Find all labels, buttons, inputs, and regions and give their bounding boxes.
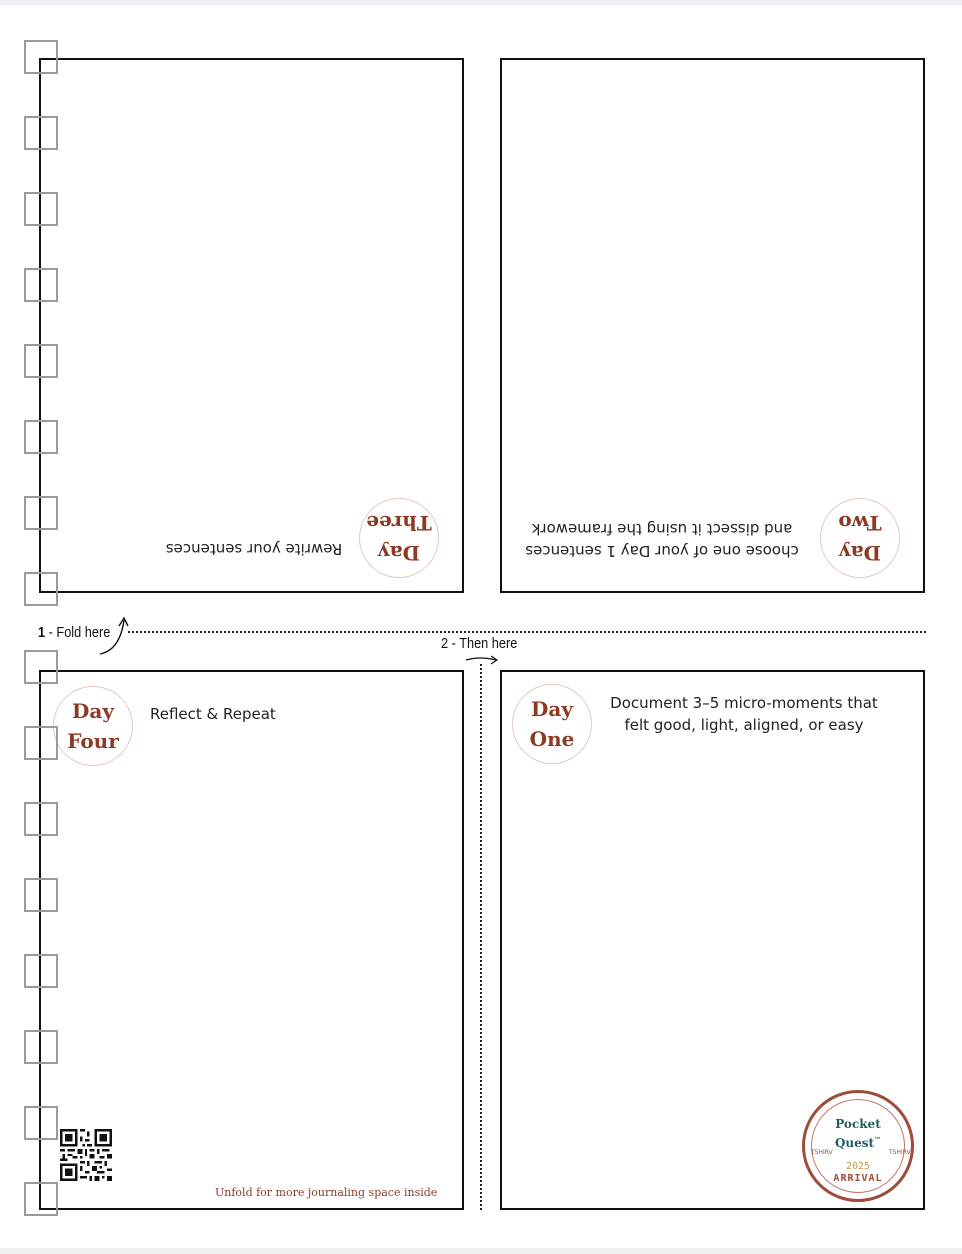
day-one-badge bbox=[512, 684, 592, 764]
binding-ring bbox=[24, 420, 58, 454]
stamp-line2 bbox=[805, 1135, 911, 1150]
badge-line2: Four bbox=[67, 729, 119, 753]
badge-line1: Day bbox=[531, 697, 573, 721]
stamp-arrival: ARRIVAL bbox=[833, 1173, 883, 1184]
binding-ring bbox=[24, 572, 58, 606]
panel-day-three bbox=[39, 58, 464, 593]
prompt-line: and dissect it using the framework bbox=[531, 520, 793, 538]
bottom-edge bbox=[0, 1248, 962, 1254]
badge-line1: Day bbox=[839, 541, 881, 565]
binding-ring bbox=[24, 40, 58, 74]
top-edge bbox=[0, 0, 962, 5]
fold-step-number: 1 bbox=[38, 624, 46, 641]
binding-ring bbox=[24, 954, 58, 988]
stamp-tm: ™ bbox=[874, 1135, 882, 1144]
badge-line2: Two bbox=[838, 511, 882, 535]
stamp-line2-text: Quest bbox=[834, 1136, 875, 1150]
prompt-line: Rewrite your sentences bbox=[165, 540, 343, 558]
pocket-quest-stamp-logo bbox=[802, 1090, 914, 1202]
stamp-year: 2025 bbox=[845, 1161, 871, 1172]
binding-ring bbox=[24, 726, 58, 760]
binding-ring bbox=[24, 268, 58, 302]
fold-line-horizontal bbox=[128, 631, 926, 633]
badge-line2: Three bbox=[366, 511, 432, 535]
binding-ring bbox=[24, 650, 58, 684]
day-three-prompt bbox=[159, 540, 349, 558]
binding-ring bbox=[24, 1182, 58, 1216]
day-three-badge bbox=[359, 498, 439, 578]
then-here-label: 2 - Then here bbox=[441, 635, 518, 652]
stamp-line1: Pocket bbox=[835, 1117, 881, 1131]
binding-ring bbox=[24, 1106, 58, 1140]
day-four-badge bbox=[53, 686, 133, 766]
day-two-badge bbox=[820, 498, 900, 578]
day-two-prompt bbox=[517, 518, 807, 562]
badge-line1: Day bbox=[72, 699, 114, 723]
prompt-line: felt good, light, aligned, or easy bbox=[624, 716, 864, 734]
fold-step-text: - Fold here bbox=[45, 624, 111, 641]
binding-ring bbox=[24, 878, 58, 912]
stamp-right-text: TSHIRV bbox=[889, 1149, 911, 1156]
qr-code-icon bbox=[60, 1129, 112, 1181]
binding-ring bbox=[24, 344, 58, 378]
day-one-prompt bbox=[594, 692, 894, 736]
day-four-prompt: Reflect & Repeat bbox=[150, 705, 276, 723]
binding-ring bbox=[24, 802, 58, 836]
fold-line-vertical bbox=[480, 664, 482, 1210]
then-arrow-icon bbox=[464, 652, 500, 666]
fold-arrow-icon bbox=[96, 614, 136, 658]
badge-line2: One bbox=[529, 727, 575, 751]
prompt-line: Document 3–5 micro-moments that bbox=[610, 694, 878, 712]
stamp-left-text: TSHIRV bbox=[811, 1149, 833, 1156]
prompt-line: choose one of your Day 1 sentences bbox=[525, 542, 799, 560]
unfold-note: Unfold for more journaling space inside bbox=[215, 1186, 438, 1199]
binding-ring bbox=[24, 496, 58, 530]
badge-line1: Day bbox=[378, 541, 420, 565]
binding-ring bbox=[24, 192, 58, 226]
panel-day-two bbox=[500, 58, 925, 593]
binding-ring bbox=[24, 116, 58, 150]
binding-ring bbox=[24, 1030, 58, 1064]
